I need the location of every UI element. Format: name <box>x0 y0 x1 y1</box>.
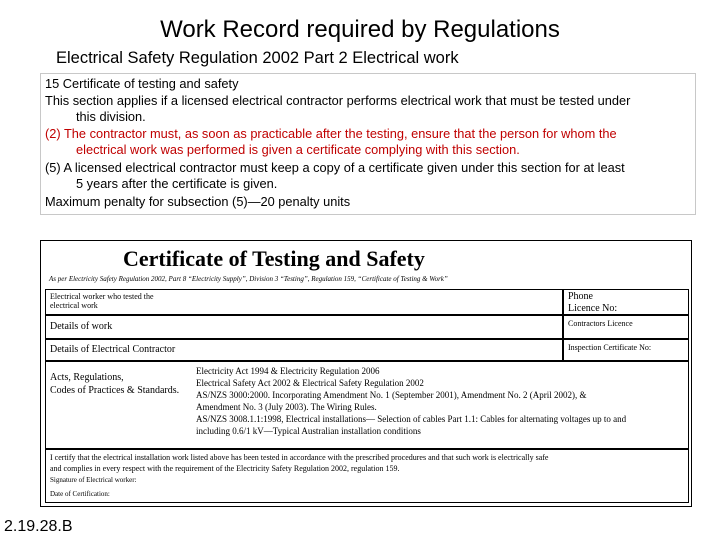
date-field[interactable]: Date of Certification: <box>50 490 110 498</box>
section-p2-line1: (2) The contractor must, as soon as practicable after the testing, ensure that the person for whom the <box>45 126 617 141</box>
phone-licence-field[interactable] <box>563 289 689 315</box>
section-p2-line2: electrical work was performed is given a certificate complying with this section. <box>76 142 520 157</box>
certification-section <box>45 449 689 503</box>
contractors-licence-label: Contractors Licence <box>568 319 633 328</box>
acts-list-item: Electricity Act 1994 & Electricity Regulation 2006 <box>196 366 380 376</box>
acts-list <box>196 365 626 437</box>
section-p1-line1: This section applies if a licensed electrical contractor performs electrical work that must be tested under <box>45 93 631 108</box>
inspection-certificate-label: Inspection Certificate No: <box>568 343 652 352</box>
section-p5-line1: (5) A licensed electrical contractor must keep a copy of a certificate given under this section for at least <box>45 160 625 175</box>
licence-label: Licence No: <box>568 303 618 314</box>
signature-field[interactable]: Signature of Electrical worker: <box>50 476 137 484</box>
phone-label: Phone <box>568 291 593 302</box>
details-of-work-field[interactable] <box>45 315 563 339</box>
section-heading: 15 Certificate of testing and safety <box>45 76 239 91</box>
section-penalty: Maximum penalty for subsection (5)—20 penalty units <box>45 194 351 209</box>
contractors-licence-field[interactable] <box>563 315 689 339</box>
acts-list-item: AS/NZS 3008.1.1:1998, Electrical installations— Selection of cables Part 1.1: Cables for alternating voltages up to and <box>196 414 627 424</box>
section-p1-line2: this division. <box>76 109 146 124</box>
slide-reference-id: 2.19.28.B <box>4 518 73 535</box>
section-p5-line2: 5 years after the certificate is given. <box>76 176 278 191</box>
contractor-details-field[interactable] <box>45 339 563 361</box>
certificate-title: Certificate of Testing and Safety <box>123 246 425 271</box>
acts-list-item: AS/NZS 3000:2000. Incorporating Amendment No. 1 (September 2001), Amendment No. 2 (April 2002), & <box>196 390 587 400</box>
certify-line2: and complies in every respect with the requirement of the Electricity Safety Regulation 2002, regulation 159. <box>50 464 400 473</box>
certificate-form <box>40 240 692 507</box>
worker-field[interactable] <box>45 289 563 315</box>
contractor-details-label: Details of Electrical Contractor <box>50 344 176 355</box>
certify-line1: I certify that the electrical installation work listed above has been tested in accordance with the prescribed procedures and that such work is electrically safe <box>50 453 549 462</box>
acts-list-item: Amendment No. 3 (July 2003). The Wiring Rules. <box>196 402 377 412</box>
details-of-work-label: Details of work <box>50 321 113 332</box>
worker-label-line1: Electrical worker who tested the <box>50 292 154 301</box>
acts-list-item: Electrical Safety Act 2002 & Electrical Safety Regulation 2002 <box>196 378 424 388</box>
regulation-text-box <box>40 73 696 215</box>
worker-label-line2: electrical work <box>50 301 98 310</box>
page-subtitle: Electrical Safety Regulation 2002 Part 2 Electrical work <box>56 49 459 67</box>
acts-label-line1: Acts, Regulations, <box>50 372 124 383</box>
acts-standards-section <box>45 361 689 449</box>
acts-label-line2: Codes of Practices & Standards. <box>50 385 180 396</box>
certificate-subtitle: As per Electricity Safety Regulation 2002, Part 8 “Electricity Supply”, Division 3 “Testing”, Regulation 159, “Certificate of Testing & Work” <box>49 275 448 283</box>
inspection-certificate-field[interactable] <box>563 339 689 361</box>
page-title: Work Record required by Regulations <box>160 16 560 43</box>
acts-list-item: including 0.6/1 kV—Typical Australian installation conditions <box>196 426 421 436</box>
